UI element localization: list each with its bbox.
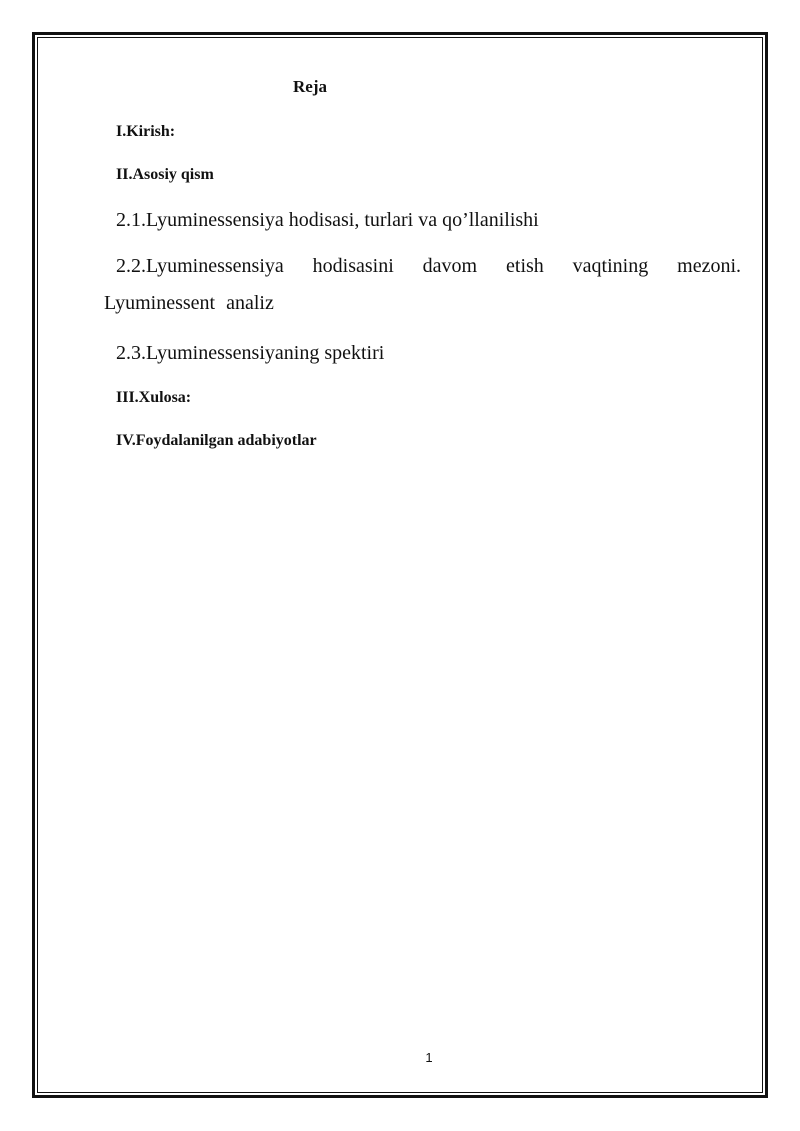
subsection-2-1: 2.1.Lyuminessensiya hodisasi, turlari va qo’llanilishi (116, 209, 539, 231)
page-number: 1 (425, 1050, 433, 1065)
section-references: IV.Foydalanilgan adabiyotlar (116, 432, 317, 449)
section-conclusion: III.Xulosa: (116, 389, 192, 406)
section-main: II.Asosiy qism (116, 166, 214, 183)
section-intro: I.Kirish: (116, 123, 176, 140)
page-border-inner (37, 37, 763, 1093)
subsection-2-3: 2.3.Lyuminessensiyaning spektiri (116, 342, 385, 364)
subsection-2-2-line1: 2.2.Lyuminessensiya hodisasini davom etish vaqtining mezoni. (116, 255, 741, 277)
plan-title: Reja (293, 77, 327, 96)
subsection-2-2-line2: Lyuminessent analiz (104, 292, 274, 314)
